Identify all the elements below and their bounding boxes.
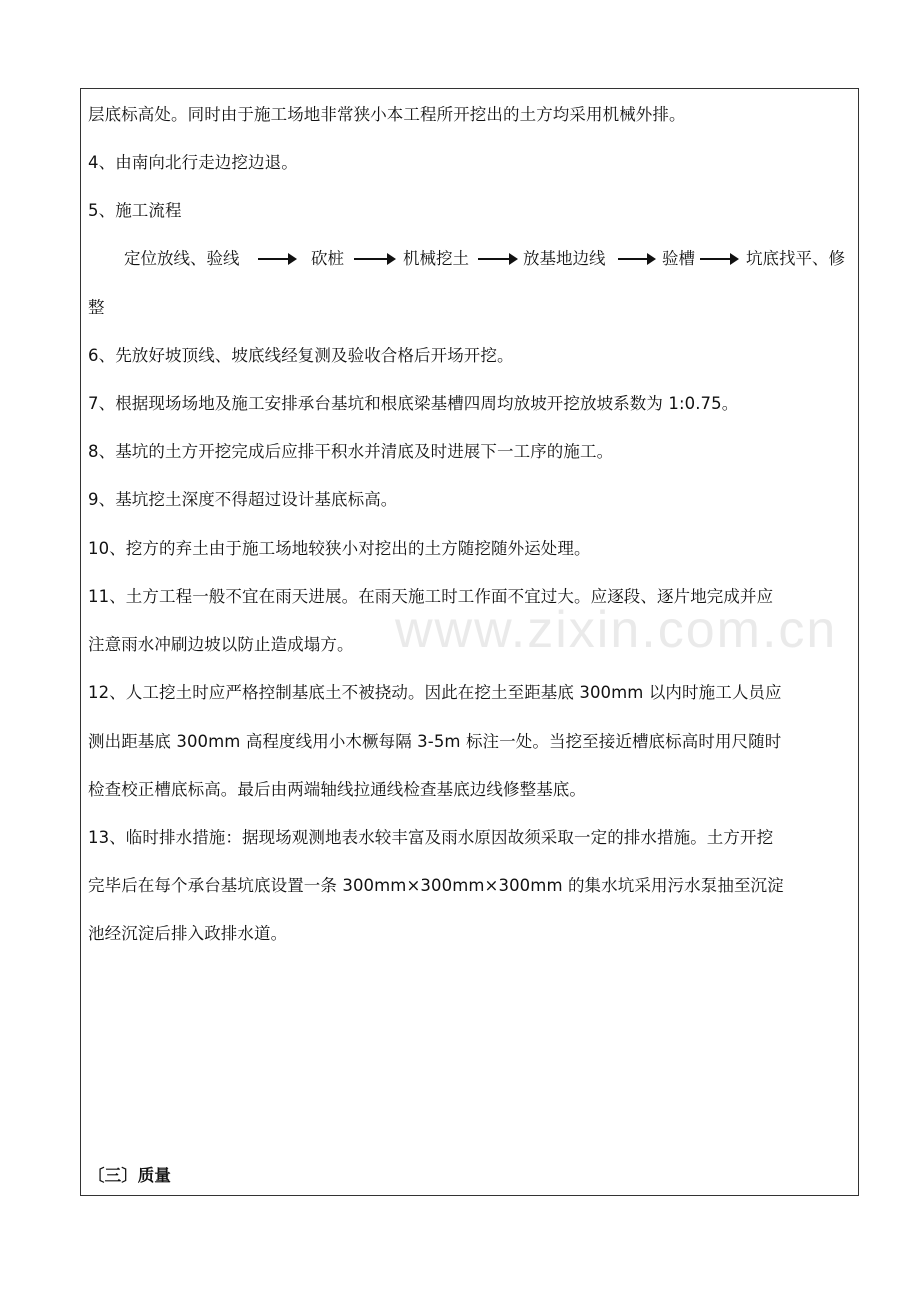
flow-step: 砍桩 <box>311 249 344 268</box>
section-heading: 〔三〕质量 <box>88 1166 171 1185</box>
text-line: 注意雨水冲刷边坡以防止造成塌方。 <box>88 635 354 654</box>
flow-step: 放基地边线 <box>523 249 606 268</box>
process-flow <box>124 246 859 272</box>
text-line: 8、基坑的土方开挖完成后应排干积水并清底及时进展下一工序的施工。 <box>88 442 614 461</box>
text-line: 7、根据现场场地及施工安排承台基坑和根底梁基槽四周均放坡开挖放坡系数为 1:0.75。 <box>88 394 739 413</box>
watermark: www.zixin.com.cn <box>395 601 838 659</box>
text-line: 9、基坑挖土深度不得超过设计基底标高。 <box>88 490 398 509</box>
text-line: 层底标高处。同时由于施工场地非常狭小本工程所开挖出的土方均采用机械外排。 <box>88 105 686 124</box>
flow-arrow-icon <box>700 258 737 260</box>
flow-arrow-icon <box>258 258 295 260</box>
text-line: 12、人工挖土时应严格控制基底土不被挠动。因此在挖土至距基底 300mm 以内时施工人员应 <box>88 683 782 702</box>
text-line: 13、临时排水措施：据现场观测地表水较丰富及雨水原因故须采取一定的排水措施。土方开挖 <box>88 828 774 847</box>
text-line: 10、挖方的弃土由于施工场地较狭小对挖出的土方随挖随外运处理。 <box>88 539 591 558</box>
text-line: 整 <box>88 298 105 317</box>
text-line: 完毕后在每个承台基坑底设置一条 300mm×300mm×300mm 的集水坑采用污水泵抽至沉淀 <box>88 876 784 895</box>
flow-arrow-icon <box>478 258 516 260</box>
text-line: 池经沉淀后排入政排水道。 <box>88 924 288 943</box>
flow-arrow-icon <box>618 258 654 260</box>
text-line: 测出距基底 300mm 高程度线用小木橛每隔 3-5m 标注一处。当挖至接近槽底标高时用尺随时 <box>88 732 782 751</box>
text-line: 11、土方工程一般不宜在雨天进展。在雨天施工时工作面不宜过大。应逐段、逐片地完成并应 <box>88 587 774 606</box>
flow-step: 坑底找平、修 <box>746 249 845 268</box>
text-line: 检查校正槽底标高。最后由两端轴线拉通线检查基底边线修整基底。 <box>88 780 586 799</box>
text-line: 4、由南向北行走边挖边退。 <box>88 153 298 172</box>
flow-step: 机械挖土 <box>403 249 469 268</box>
flow-arrow-icon <box>354 258 394 260</box>
flow-step: 定位放线、验线 <box>124 249 240 268</box>
flow-step: 验槽 <box>662 249 695 268</box>
text-line: 5、施工流程 <box>88 201 182 220</box>
text-line: 6、先放好坡顶线、坡底线经复测及验收合格后开场开挖。 <box>88 346 514 365</box>
